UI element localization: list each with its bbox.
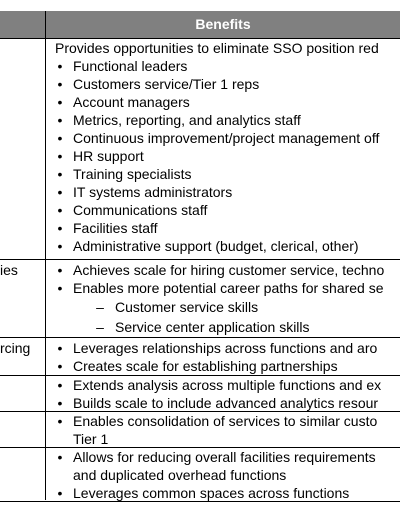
list-item: Continuous improvement/project management off xyxy=(73,130,380,146)
list-item: IT systems administrators xyxy=(73,184,233,200)
list-item: Creates scale for establishing partnerships xyxy=(73,358,338,374)
dash-marker: – xyxy=(96,299,104,315)
sub-list-item: Service center application skills xyxy=(115,319,310,335)
bullet-marker: • xyxy=(57,280,63,296)
continuation-text: Tier 1 xyxy=(73,431,109,447)
header-left-cell xyxy=(0,11,46,38)
bullet-marker: • xyxy=(57,166,63,182)
list-item: Leverages common spaces across functions xyxy=(73,485,350,501)
list-item: Allows for reducing overall facilities requirements xyxy=(73,449,376,465)
bullet-marker: • xyxy=(57,112,63,128)
bullet-marker: • xyxy=(57,94,63,110)
bullet-marker: • xyxy=(57,148,63,164)
column-divider xyxy=(45,11,46,500)
bullet-marker: • xyxy=(57,76,63,92)
list-item: Administrative support (budget, clerical, other) xyxy=(73,238,359,254)
row-intro-text: Provides opportunities to eliminate SSO position red xyxy=(55,40,379,56)
list-item: Facilities staff xyxy=(73,220,158,236)
list-item: Functional leaders xyxy=(73,58,188,74)
row-divider xyxy=(0,337,400,338)
header-benefits: Benefits xyxy=(195,16,251,32)
list-item: Enables more potential career paths for shared se xyxy=(73,280,384,296)
list-item: Metrics, reporting, and analytics staff xyxy=(73,112,301,128)
sub-list-item: Customer service skills xyxy=(115,299,259,315)
bullet-marker: • xyxy=(57,449,63,465)
list-item: HR support xyxy=(73,148,144,164)
list-item: Extends analysis across multiple functions and ex xyxy=(73,377,382,393)
row-label: ies xyxy=(0,262,18,278)
list-item: Training specialists xyxy=(73,166,192,182)
list-item: Communications staff xyxy=(73,202,208,218)
row-divider xyxy=(0,259,400,260)
list-item: Enables consolidation of services to similar custo xyxy=(73,413,378,429)
list-item: Leverages relationships across functions and aro xyxy=(73,340,378,356)
bullet-marker: • xyxy=(57,220,63,236)
continuation-text: and duplicated overhead functions xyxy=(73,467,287,483)
list-item: Account managers xyxy=(73,94,190,110)
bullet-marker: • xyxy=(57,413,63,429)
bullet-marker: • xyxy=(57,395,63,411)
row-label: rcing xyxy=(0,340,31,356)
bullet-marker: • xyxy=(57,485,63,501)
bullet-marker: • xyxy=(57,262,63,278)
dash-marker: – xyxy=(96,319,104,335)
list-item: Customers service/Tier 1 reps xyxy=(73,76,260,92)
bullet-marker: • xyxy=(57,358,63,374)
bullet-marker: • xyxy=(57,130,63,146)
bullet-marker: • xyxy=(57,377,63,393)
bullet-marker: • xyxy=(57,184,63,200)
bullet-marker: • xyxy=(57,202,63,218)
list-item: Builds scale to include advanced analytics resour xyxy=(73,395,379,411)
bullet-marker: • xyxy=(57,238,63,254)
bullet-marker: • xyxy=(57,340,63,356)
list-item: Achieves scale for hiring customer service, techno xyxy=(73,262,385,278)
bullet-marker: • xyxy=(57,58,63,74)
table-header xyxy=(0,11,400,38)
